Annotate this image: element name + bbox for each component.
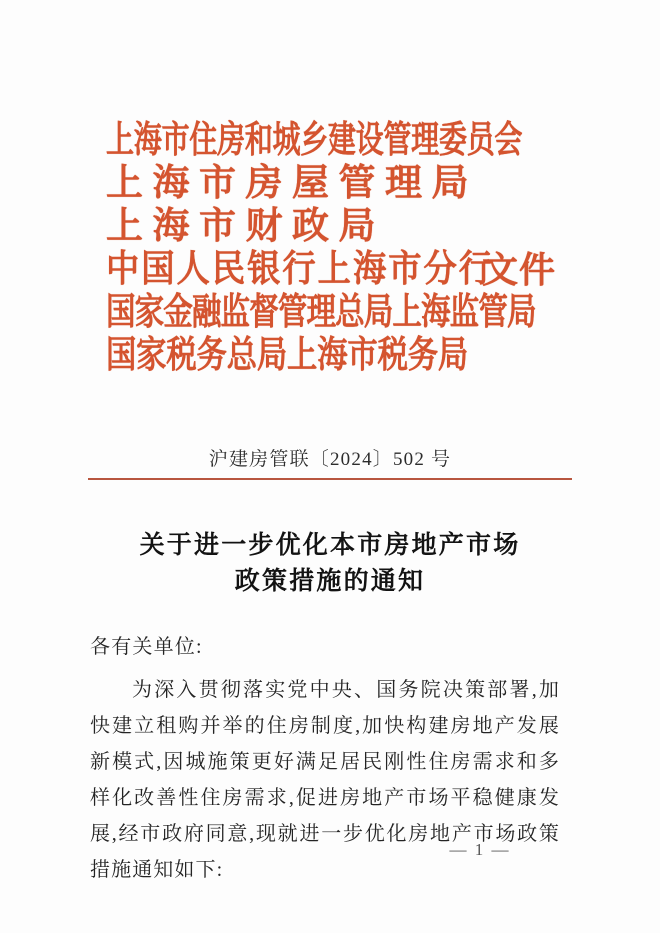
letterhead-line-4 — [106, 249, 495, 294]
letterhead-line-6 — [106, 337, 472, 380]
letterhead-line-1-text: 上海市住房和城乡建设管理委员会 — [106, 120, 523, 161]
page-number: — 1 — — [449, 840, 511, 859]
page-footer — [0, 840, 660, 860]
letterhead-line-1 — [106, 120, 523, 165]
letterhead-line-6-text: 国家税务总局上海市税务局 — [106, 335, 469, 376]
document-title — [0, 528, 660, 600]
letterhead-line-5 — [106, 292, 536, 337]
letterhead-line-5-text: 国家金融监督管理总局上海监管局 — [106, 292, 536, 333]
letterhead-line-2 — [106, 163, 478, 208]
body-paragraph-1: 为深入贯彻落实党中央、国务院决策部署,加快建立租购并举的住房制度,加快构建房地产发展新模式,因城施策更好满足居民刚性住房需求和多样化改善性住房需求,促进房地产市场平稳健康发展,经市政府同意,现就进一步优化房地产市场政策措施通知如下: — [90, 679, 560, 881]
letterhead-line-2-text: 上海市房屋管理局 — [106, 163, 478, 204]
document-title-line-1: 关于进一步优化本市房地产市场 — [139, 532, 521, 559]
document-number: 沪建房管联〔2024〕502 号 — [208, 449, 452, 470]
letterhead-suffix: 文件 — [482, 250, 557, 290]
letterhead-line-3 — [106, 208, 472, 251]
letterhead-line-3-text: 上海市财政局 — [106, 206, 385, 247]
body-salutation: 各有关单位: — [90, 636, 203, 658]
document-title-line-2: 政策措施的通知 — [234, 568, 426, 595]
letterhead — [0, 122, 660, 422]
letterhead-line-4-text: 中国人民银行上海市分行 — [106, 249, 495, 290]
red-separator-rule — [88, 478, 572, 480]
